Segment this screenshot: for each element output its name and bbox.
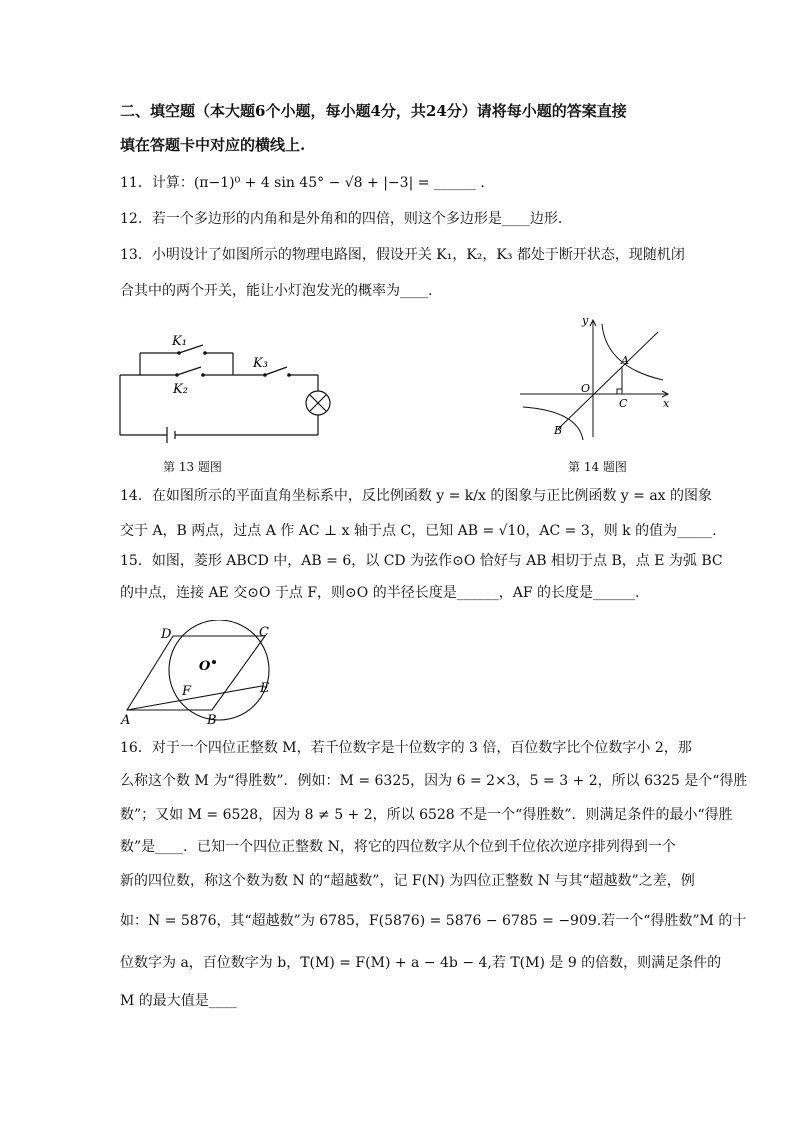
switch-k3: [265, 367, 287, 375]
label-d: D: [161, 627, 172, 642]
hyperbola-q3: [523, 407, 583, 440]
question-14-line2: 交于 A，B 两点，过点 A 作 AC ⊥ x 轴于点 C，已知 AB = √10，AC = 3，则 k 的值为_____.: [120, 523, 717, 539]
question-16-line3: 数”；又如 M = 6528，因为 8 ≠ 5 + 2，所以 6528 不是一个“得胜数”．则满足条件的最小“得胜: [120, 807, 733, 823]
question-15-line1: 15．如图，菱形 ABCD 中，AB = 6，以 CD 为弦作⊙O 恰好与 AB 相切于点 B，点 E 为弧 BC: [120, 553, 723, 569]
line-y-ax: [558, 332, 658, 429]
question-16-line6: 如：N = 5876，其“超越数”为 6785，F(5876) = 5876 − 6785 = −909.若一个“得胜数”M 的十: [120, 913, 747, 929]
label-c: C: [259, 625, 269, 640]
figure-14-caption: 第 14 题图: [568, 460, 627, 474]
question-13-line1: 13．小明设计了如图所示的物理电路图，假设开关 K₁，K₂，K₃ 都处于断开状态，现随机闭: [120, 247, 685, 263]
question-16-line1: 16．对于一个四位正整数 M，若千位数字是十位数字的 3 倍，百位数字比个位数字小 2，那: [120, 740, 692, 756]
label-k2: K₂: [173, 382, 188, 397]
label-a: A: [121, 713, 131, 728]
question-16-line2: 么称这个数 M 为“得胜数”．例如：M = 6325，因为 6 = 2×3，5 = 3 + 2，所以 6325 是个“得胜: [120, 773, 748, 789]
section-title-line2: 填在答题卡中对应的横线上.: [120, 136, 306, 154]
question-13-line2: 合其中的两个开关，能让小灯泡发光的概率为____.: [120, 283, 433, 299]
label-k3: K₃: [253, 356, 268, 371]
question-16-line5: 新的四位数，称这个数为数 N 的“超越数”，记 F(N) 为四位正整数 N 与其“超越数”之差，例: [120, 873, 695, 889]
question-11: 11．计算：(π−1)⁰ + 4 sin 45° − √8 + |−3| = ______ .: [120, 175, 485, 191]
label-k1: K₁: [172, 334, 187, 349]
label-o: O: [199, 659, 211, 674]
label-f: F: [182, 684, 192, 699]
rhombus-abcd: [127, 636, 265, 710]
label-b: B: [554, 424, 563, 437]
hyperbola-q1: [602, 324, 663, 380]
question-16-line8: M 的最大值是____: [120, 993, 237, 1009]
center-point-o: [212, 660, 216, 664]
question-16-line7: 位数字为 a，百位数字为 b，T(M) = F(M) + a − 4b − 4,若 T(M) 是 9 的倍数，则满足条件的: [120, 955, 722, 971]
question-14-line1: 14．在如图所示的平面直角坐标系中，反比例函数 y = k/x 的图象与正比例函数 y = ax 的图象: [120, 488, 713, 504]
rhombus-circle-figure: [115, 620, 285, 730]
segment-ae: [127, 686, 262, 710]
switch-k2: [177, 367, 201, 375]
coordinate-graph: [518, 312, 678, 442]
circuit-diagram: [115, 325, 335, 445]
label-x: x: [663, 397, 670, 410]
label-a: A: [621, 354, 629, 367]
question-15-line2: 的中点，连接 AE 交⊙O 于点 F，则⊙O 的半径长度是______，AF 的长度是______.: [120, 585, 640, 601]
figure-13-caption: 第 13 题图: [163, 460, 222, 474]
question-16-line4: 数”是____．已知一个四位正整数 N，将它的四位数字从个位到千位依次逆序排列得到一个: [120, 839, 676, 855]
label-o: O: [581, 382, 591, 395]
right-angle-mark: [617, 389, 622, 394]
label-e: E: [260, 681, 270, 696]
question-12: 12．若一个多边形的内角和是外角和的四倍，则这个多边形是____边形.: [120, 211, 563, 227]
circle-o: [169, 620, 269, 720]
label-y: y: [582, 314, 589, 327]
label-c: C: [619, 397, 628, 410]
section-title-line1: 二、填空题（本大题6个小题，每小题4分，共24分）请将每小题的答案直接: [120, 102, 627, 120]
label-b: B: [207, 713, 217, 728]
